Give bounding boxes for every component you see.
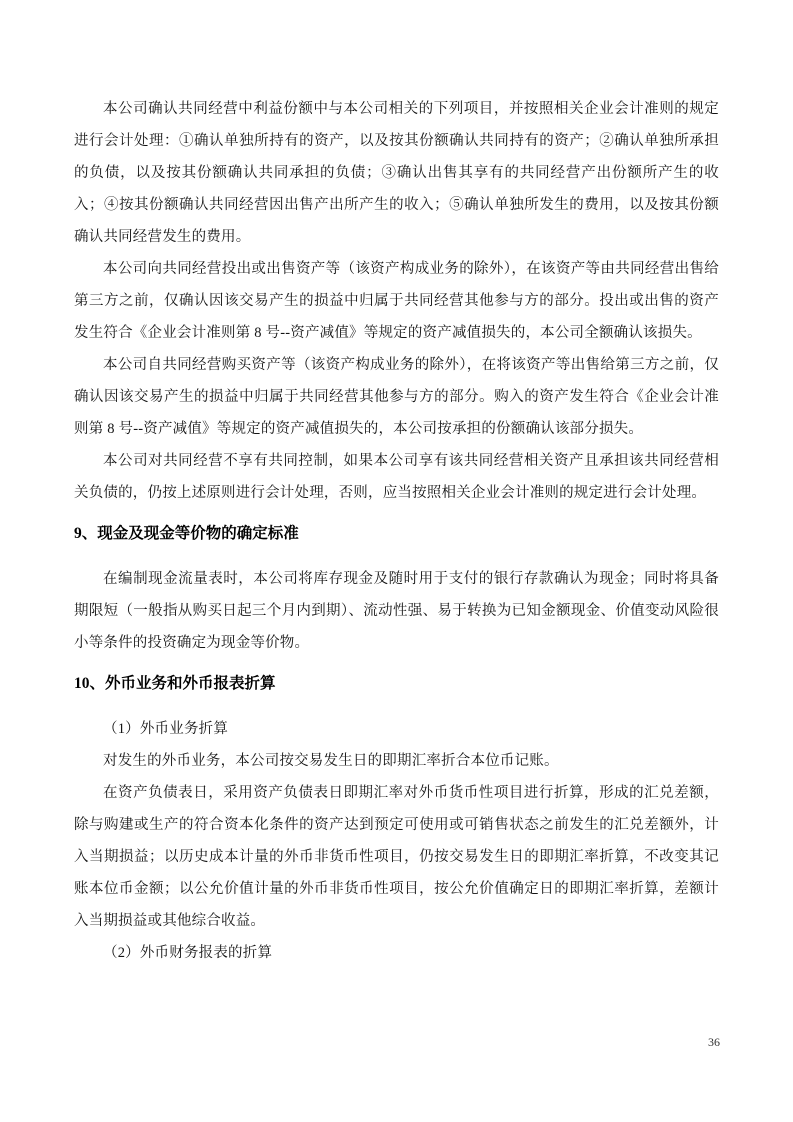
para-no-joint-control: 本公司对共同经营不享有共同控制，如果本公司享有该共同经营相关资产且承担该共同经营相关负债的，仍按上述原则进行会计处理，否则，应当按照相关企业会计准则的规定进行会计处理。 — [74, 453, 719, 501]
para-assets-purchased-from-joint-operation: 本公司自共同经营购买资产等（该资产构成业务的除外），在将该资产等出售给第三方之前，仅确认因该交易产生的损益中归属于共同经营其他参与方的部分。购入的资产发生符合《企业会计准则第 8 号--资产减值》等规定的资产减值损失的，本公司按承担的份额确认该部分损失。 — [74, 357, 719, 437]
document-body — [74, 93, 719, 969]
page-number: 36 — [708, 1035, 720, 1049]
heading-cash-and-cash-equivalents: 9、现金及现金等价物的确定标准 — [74, 525, 299, 542]
para-foreign-currency-bookkeeping: 对发生的外币业务，本公司按交易发生日的即期汇率折合本位币记账。 — [103, 753, 559, 769]
subheading-foreign-currency-statements: （2）外币财务报表的折算 — [103, 945, 273, 961]
para-cash-equivalents-definition: 在编制现金流量表时，本公司将库存现金及随时用于支付的银行存款确认为现金；同时将具备期限短（一般指从购买日起三个月内到期）、流动性强、易于转换为已知金额现金、价值变动风险很小等条件的投资确定为现金等价物。 — [74, 571, 719, 651]
para-joint-operation-recognition: 本公司确认共同经营中利益份额中与本公司相关的下列项目，并按照相关企业会计准则的规定进行会计处理：①确认单独所持有的资产，以及按其份额确认共同持有的资产；②确认单独所承担的负债，以及按其份额确认共同承担的负债；③确认出售其享有的共同经营产出份额所产生的收入；④按其份额确认共同经营因出售产出所产生的收入；⑤确认单独所发生的费用，以及按其份额确认共同经营发生的费用。 — [74, 101, 719, 245]
heading-foreign-currency-translation: 10、外币业务和外币报表折算 — [74, 675, 276, 692]
para-balance-sheet-date-translation: 在资产负债表日，采用资产负债表日即期汇率对外币货币性项目进行折算，形成的汇兑差额，除与购建或生产的符合资本化条件的资产达到预定可使用或可销售状态之前发生的汇兑差额外，计入当期损益；以历史成本计量的外币非货币性项目，仍按交易发生日的即期汇率折算，不改变其记账本位币金额；以公允价值计量的外币非货币性项目，按公允价值确定日的即期汇率折算，差额计入当期损益或其他综合收益。 — [74, 785, 719, 929]
subheading-foreign-currency-transactions: （1）外币业务折算 — [103, 721, 229, 737]
para-assets-contributed-to-joint-operation: 本公司向共同经营投出或出售资产等（该资产构成业务的除外），在该资产等由共同经营出售给第三方之前，仅确认因该交易产生的损益中归属于共同经营其他参与方的部分。投出或出售的资产发生符合《企业会计准则第 8 号--资产减值》等规定的资产减值损失的，本公司全额确认该损失。 — [74, 261, 719, 341]
